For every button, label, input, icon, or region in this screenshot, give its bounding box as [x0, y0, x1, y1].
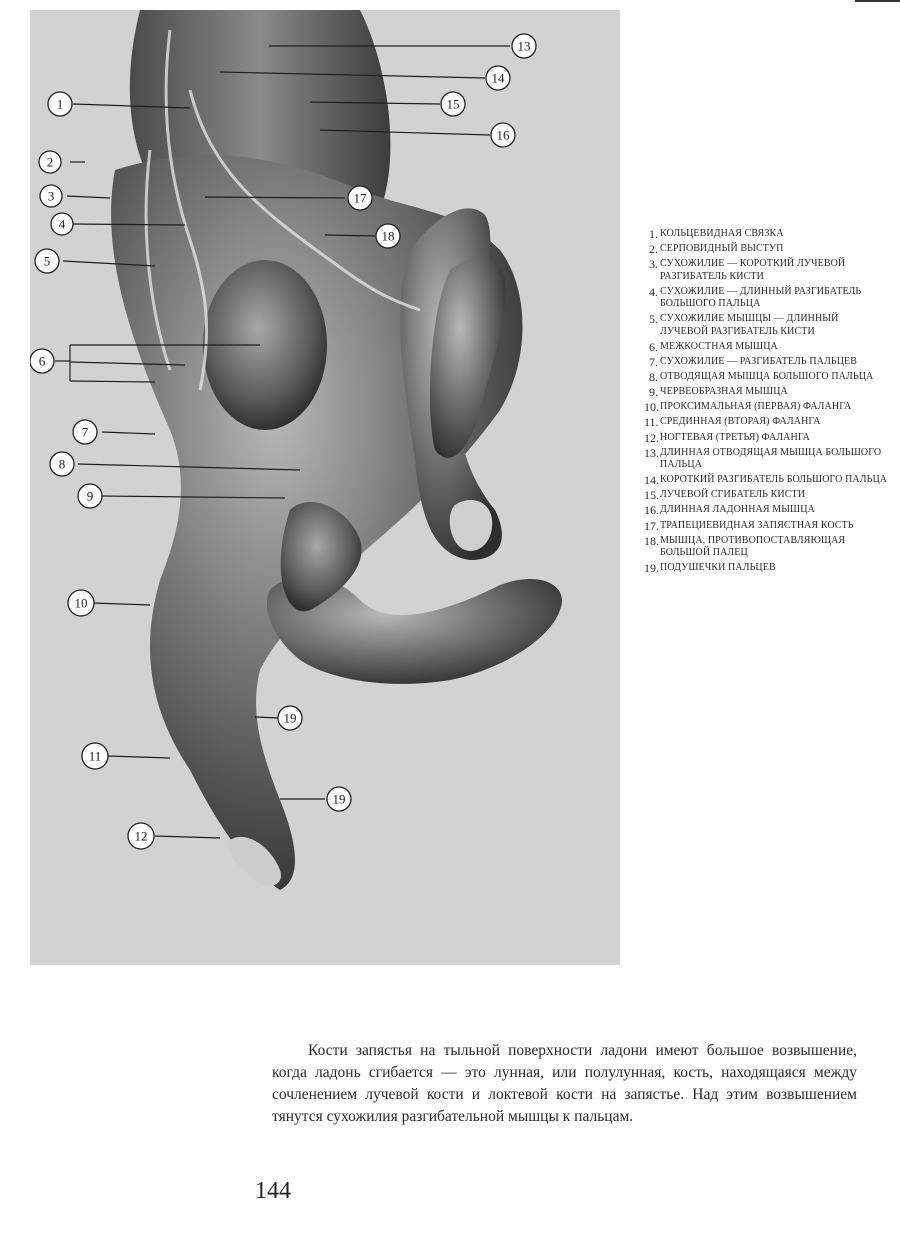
legend-item: 17. ТРАПЕЦИЕВИДНАЯ ЗАПЯСТНАЯ КОСТЬ [644, 518, 854, 533]
callout-11 [82, 743, 108, 769]
callout-1 [48, 92, 72, 116]
hand-anatomy-illustration [30, 10, 620, 965]
svg-text:19: 19 [332, 791, 346, 807]
legend-item: 7. СУХОЖИЛИЕ — РАЗГИБАТЕЛЬ ПАЛЬЦЕВ [649, 355, 857, 370]
body-paragraph: Кости запястья на тыльной поверхности ладони имеют большое возвышение, когда ладонь сгибается — это лунная, или полулунная, кость, находящаяся между сочленением лучевой кости и локтевой кости на запястье. Над этим возвышением тянутся сухожилия разгибательной мышцы к пальцам. [272, 1042, 857, 1125]
legend-item: 15. ЛУЧЕВОЙ СГИБАТЕЛЬ КИСТИ [644, 488, 806, 503]
svg-text:5: 5 [43, 253, 51, 269]
legend-item: 6. МЕЖКОСТНАЯ МЫШЦА [649, 339, 778, 354]
svg-text:10: 10 [74, 595, 88, 611]
callout-18 [376, 224, 400, 248]
callout-16 [491, 123, 515, 147]
top-rule [855, 0, 900, 2]
callout-19-upper [278, 706, 302, 730]
legend-item: 16. ДЛИННАЯ ЛАДОННАЯ МЫШЦА [644, 503, 815, 518]
svg-text:19: 19 [283, 710, 297, 726]
svg-text:14: 14 [491, 70, 505, 86]
svg-text:13: 13 [517, 38, 531, 54]
legend-item: 3. СУХОЖИЛИЕ — КОРОТКИЙ ЛУЧЕВОЙ РАЗГИБАТЕЛЬ КИСТИ [649, 257, 846, 282]
legend-item: 18. МЫШЦА, ПРОТИВОПОСТАВЛЯЮЩАЯ БОЛЬШОЙ ПАЛЕЦ [644, 533, 846, 559]
svg-text:12: 12 [134, 828, 148, 844]
callout-14 [486, 66, 510, 90]
callout-4 [51, 213, 73, 235]
page-number: 144 [255, 1178, 291, 1204]
legend-item: 8. ОТВОДЯЩАЯ МЫШЦА БОЛЬШОГО ПАЛЬЦА [649, 370, 874, 385]
svg-text:2: 2 [46, 154, 54, 170]
svg-text:18: 18 [381, 228, 395, 244]
callout-3 [40, 185, 62, 207]
callout-5 [35, 249, 59, 273]
callout-15 [441, 92, 465, 116]
legend-item: 13. ДЛИННАЯ ОТВОДЯЩАЯ МЫШЦА БОЛЬШОГО ПАЛЬЦА [644, 445, 882, 471]
svg-text:3: 3 [47, 188, 55, 204]
svg-text:16: 16 [496, 127, 510, 143]
legend-item: 12. НОГТЕВАЯ (ТРЕТЬЯ) ФАЛАНГА [644, 430, 810, 445]
callout-19-lower [327, 787, 351, 811]
callout-2 [39, 151, 61, 173]
legend-item: 14. КОРОТКИЙ РАЗГИБАТЕЛЬ БОЛЬШОГО ПАЛЬЦА [644, 473, 888, 488]
hand-drawing [30, 10, 620, 965]
callout-17 [348, 186, 372, 210]
callout-9 [78, 484, 102, 508]
svg-text:9: 9 [86, 488, 94, 504]
callout-10 [68, 590, 94, 616]
legend-item: 10. ПРОКСИМАЛЬНАЯ (ПЕРВАЯ) ФАЛАНГА [644, 400, 852, 415]
svg-text:8: 8 [58, 456, 66, 472]
svg-text:15: 15 [446, 96, 460, 112]
svg-text:11: 11 [88, 748, 102, 764]
svg-text:4: 4 [58, 216, 66, 232]
svg-text:17: 17 [353, 190, 367, 206]
legend-item: 2. СЕРПОВИДНЫЙ ВЫСТУП [649, 242, 784, 257]
callout-13 [512, 34, 536, 58]
callout-12 [128, 823, 154, 849]
legend-item: 4. СУХОЖИЛИЕ — ДЛИННЫЙ РАЗГИБАТЕЛЬ БОЛЬШОГО ПАЛЬЦА [649, 284, 862, 310]
legend-item: 9. ЧЕРВЕОБРАЗНАЯ МЫШЦА [649, 385, 788, 400]
svg-text:1: 1 [56, 96, 64, 112]
legend-item: 11. СРЕДИННАЯ (ВТОРАЯ) ФАЛАНГА [644, 415, 821, 430]
legend-item: 1. КОЛЬЦЕВИДНАЯ СВЯЗКА [649, 227, 784, 241]
legend-item: 19. ПОДУШЕЧКИ ПАЛЬЦЕВ [644, 561, 776, 576]
legend-item: 5. СУХОЖИЛИЕ МЫШЦЫ — ДЛИННЫЙ ЛУЧЕВОЙ РАЗГИБАТЕЛЬ КИСТИ [649, 312, 839, 337]
anatomy-legend [644, 227, 888, 577]
callout-6 [30, 349, 54, 373]
callout-7 [73, 420, 97, 444]
svg-text:7: 7 [81, 424, 89, 440]
svg-text:6: 6 [38, 353, 46, 369]
callout-8 [50, 452, 74, 476]
